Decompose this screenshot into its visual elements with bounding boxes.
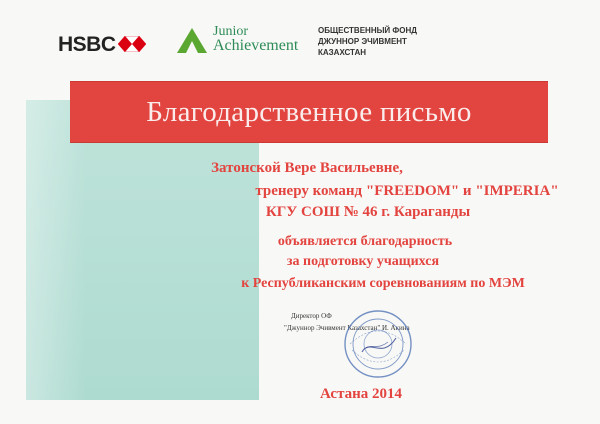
- fund-name: [318, 25, 417, 58]
- school-name: КГУ СОШ № 46 г. Караганды: [265, 204, 471, 220]
- recipient-role: тренеру команд "FREEDOM" и "IMPERIA": [255, 183, 559, 199]
- signature-name: "Джуннор Эчивмент Казахстан" И. Акина: [284, 324, 410, 332]
- reason-line: за подготовку учащихся: [286, 254, 440, 269]
- competition-line: к Республиканским соревнованиям по МЭМ: [241, 276, 525, 291]
- ja-line2: Achievement: [213, 37, 299, 54]
- fund-line3: КАЗАХСТАН: [318, 48, 366, 57]
- hsbc-logo-text: HSBC: [58, 33, 116, 56]
- city-year: Астана 2014: [319, 386, 403, 402]
- ja-line1: Junior: [213, 24, 248, 39]
- hsbc-hexagon-icon: [118, 36, 146, 52]
- gratitude-line: объявляется благодарность: [277, 234, 453, 249]
- fund-line1: ОБЩЕСТВЕННЫЙ ФОНД: [318, 26, 417, 35]
- junior-achievement-wordmark: [213, 25, 298, 53]
- round-seal-stamp-icon: [342, 308, 414, 380]
- certificate-title: Благодарственное письмо: [146, 95, 472, 128]
- junior-achievement-logo-icon: [175, 26, 209, 54]
- signature-title: Директор ОФ: [291, 312, 332, 320]
- fund-line2: ДЖУННОР ЭЧИВМЕНТ: [318, 37, 407, 46]
- recipient-name: Затонской Вере Васильевне,: [211, 160, 403, 176]
- title-banner: [70, 81, 548, 143]
- side-band-shade: [26, 100, 86, 400]
